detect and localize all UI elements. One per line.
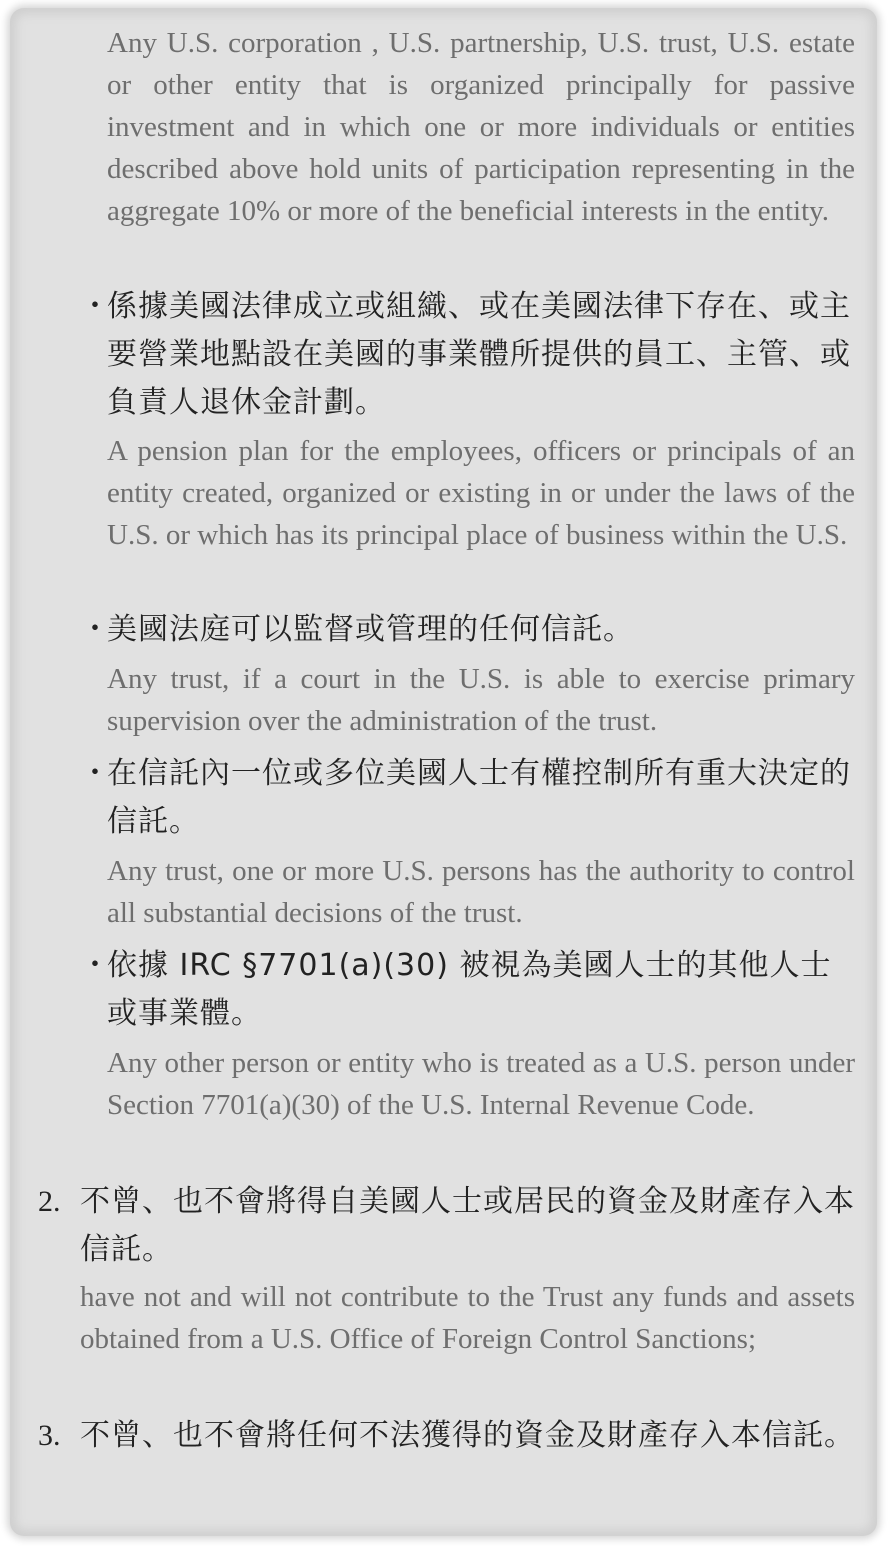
pension-plan-en: A pension plan for the employees, officers or principals of an entity created, organized or existing in or under the laws of the U.S. or which has its principal place of business within the U.S. (107, 435, 855, 551)
irc-7701-en: Any other person or entity who is treated as a U.S. person under Section 7701(a)(30) of the U.S. Internal Revenue Code. (107, 1047, 855, 1121)
item-3-zh: 不曾、也不會將任何不法獲得的資金及財產存入本信託。 (80, 1418, 855, 1453)
item-number-3: 3. (38, 1419, 61, 1452)
bullet-marker: ・ (80, 948, 110, 983)
us-persons-control-en: Any trust, one or more U.S. persons has the authority to control all substantial decisions of the trust. (107, 855, 855, 929)
court-trust-en: Any trust, if a court in the U.S. is able to exercise primary supervision over the administration of the trust. (107, 663, 855, 737)
us-persons-control-zh: 在信託內一位或多位美國人士有權控制所有重大決定的信託。 (107, 756, 851, 839)
bullet-marker: ・ (80, 289, 110, 324)
irc-7701-zh: 依據 IRC §7701(a)(30) 被視為美國人士的其他人士或事業體。 (107, 948, 832, 1031)
court-trust-zh: 美國法庭可以監督或管理的任何信託。 (107, 612, 634, 647)
item-2-en: have not and will not contribute to the Trust any funds and assets obtained from a U.S. Office of Foreign Control Sanctions; (80, 1281, 855, 1355)
pension-plan-zh: 係據美國法律成立或組織、或在美國法律下存在、或主要營業地點設在美國的事業體所提供的員工、主管、或負責人退休金計劃。 (107, 289, 851, 420)
entity-definition-en: Any U.S. corporation , U.S. partnership, U.S. trust, U.S. estate or other entity that is organized principally for passive investment and in which one or more individuals or entities described above hold units of participation representing in the aggregate 10% or more of the beneficial interests in the entity. (107, 27, 855, 227)
bullet-marker: ・ (80, 612, 110, 647)
item-number-2: 2. (38, 1185, 61, 1218)
bullet-marker: ・ (80, 756, 110, 791)
item-2-zh: 不曾、也不會將得自美國人士或居民的資金及財產存入本信託。 (80, 1184, 855, 1267)
